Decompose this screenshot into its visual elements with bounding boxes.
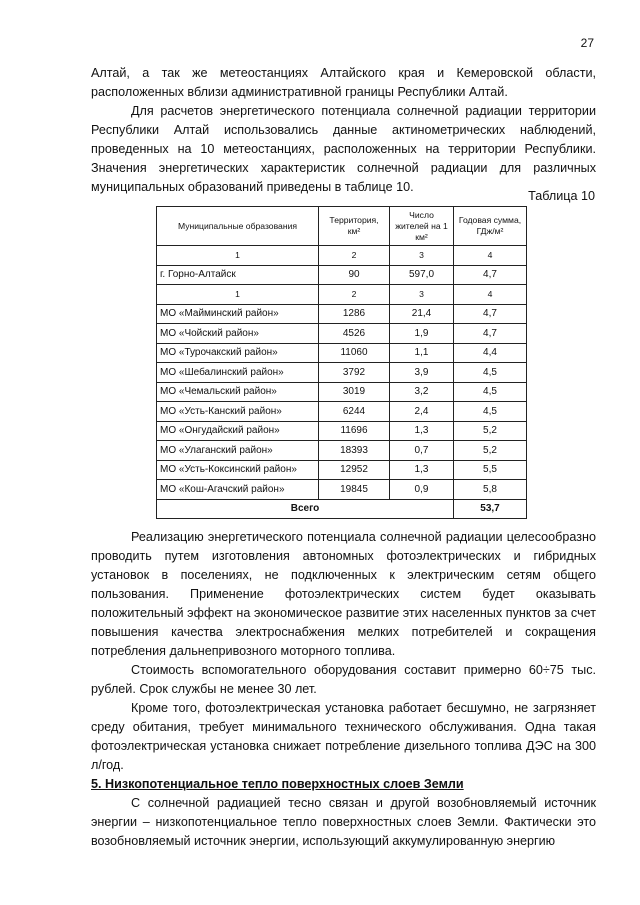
solar-radiation-table bbox=[156, 206, 527, 519]
column-header: Территория, км² bbox=[319, 207, 390, 246]
table-cell: МО «Шебалинский район» bbox=[157, 363, 319, 383]
table-cell: МО «Онгудайский район» bbox=[157, 421, 319, 441]
table-row bbox=[157, 343, 527, 363]
table-cell: 597,0 bbox=[390, 265, 454, 285]
table-index-row bbox=[157, 246, 527, 266]
table-cell: 2 bbox=[319, 246, 390, 266]
table-row bbox=[157, 324, 527, 344]
table-cell: 1 bbox=[157, 246, 319, 266]
table-cell: МО «Кош-Агачский район» bbox=[157, 480, 319, 500]
table-cell: 21,4 bbox=[390, 304, 454, 324]
table-cell: 11060 bbox=[319, 343, 390, 363]
total-value: 53,7 bbox=[454, 499, 527, 519]
page-number: 27 bbox=[580, 36, 594, 50]
table-cell: 12952 bbox=[319, 460, 390, 480]
total-label: Всего bbox=[157, 499, 454, 519]
paragraph: Для расчетов энергетического потенциала солнечной радиации территории Республики Алтай использовались данные актинометрических наблюдений, проведенных на 10 метеостанциях, расположенных на территории Республики. Значения энергетических характеристик солнечной радиации для различных муниципальных образований приведены в таблице 10. bbox=[91, 104, 596, 194]
table-cell: г. Горно-Алтайск bbox=[157, 265, 319, 285]
table-row bbox=[157, 382, 527, 402]
table-cell: 3 bbox=[390, 246, 454, 266]
table-cell: 1286 bbox=[319, 304, 390, 324]
table-cell: 6244 bbox=[319, 402, 390, 422]
table-cell: 4 bbox=[454, 246, 527, 266]
table-cell: МО «Усть-Канский район» bbox=[157, 402, 319, 422]
table-cell: 1 bbox=[157, 285, 319, 305]
table-cell: МО «Чойский район» bbox=[157, 324, 319, 344]
table-cell: МО «Усть-Коксинский район» bbox=[157, 460, 319, 480]
table-cell: 4,5 bbox=[454, 363, 527, 383]
section-heading: 5. Низкопотенциальное тепло поверхностных слоев Земли bbox=[91, 777, 464, 791]
column-header: Число жителей на 1 км² bbox=[390, 207, 454, 246]
table-total-row bbox=[157, 499, 527, 519]
paragraph: Кроме того, фотоэлектрическая установка работает бесшумно, не загрязняет среду обитания, требует минимального технического обслуживания. Одна такая фотоэлектрическая установка снижает потребление дизельного топлива ДЭС на 300 л/год. bbox=[91, 701, 596, 772]
table-cell: 4,5 bbox=[454, 402, 527, 422]
table-cell: 4,7 bbox=[454, 304, 527, 324]
table-row bbox=[157, 363, 527, 383]
table-cell: 5,2 bbox=[454, 441, 527, 461]
table-row bbox=[157, 402, 527, 422]
table-row bbox=[157, 265, 527, 285]
paragraph: Реализацию энергетического потенциала солнечной радиации целесообразно проводить путем изготовления автономных фотоэлектрических и гибридных установок в поселениях, не подключенных к электрическим сетям общего пользования. Применение фотоэлектрических систем будет оказывать положительный эффект на экономическое развитие этих населенных пунктов за счет повышения качества электроснабжения мелких потребителей и сокращения потребления дальнепривозного моторного топлива. bbox=[91, 530, 596, 658]
table-cell: 3,2 bbox=[390, 382, 454, 402]
table-cell: 3 bbox=[390, 285, 454, 305]
paragraph: С солнечной радиацией тесно связан и другой возобновляемый источник энергии – низкопотенциальное тепло поверхностных слоев Земли. Фактически это возобновляемый источник энергии, использующий аккумулированную энергию bbox=[91, 796, 596, 848]
table-cell: МО «Чемальский район» bbox=[157, 382, 319, 402]
table-row bbox=[157, 304, 527, 324]
table-cell: 2 bbox=[319, 285, 390, 305]
table-cell: 1,1 bbox=[390, 343, 454, 363]
table-cell: 4,7 bbox=[454, 324, 527, 344]
column-header: Муниципальные образования bbox=[157, 207, 319, 246]
table-row bbox=[157, 421, 527, 441]
paragraph: Стоимость вспомогательного оборудования составит примерно 60÷75 тыс. рублей. Срок службы не менее 30 лет. bbox=[91, 663, 596, 696]
table-index-row bbox=[157, 285, 527, 305]
table-cell: 5,5 bbox=[454, 460, 527, 480]
table-cell: 5,2 bbox=[454, 421, 527, 441]
table-cell: 19845 bbox=[319, 480, 390, 500]
table-cell: 11696 bbox=[319, 421, 390, 441]
table-row bbox=[157, 460, 527, 480]
table-cell: 90 bbox=[319, 265, 390, 285]
table-cell: 3019 bbox=[319, 382, 390, 402]
table-cell: 2,4 bbox=[390, 402, 454, 422]
column-header: Годовая сумма, ГДж/м² bbox=[454, 207, 527, 246]
table-cell: МО «Майминский район» bbox=[157, 304, 319, 324]
table-cell: 5,8 bbox=[454, 480, 527, 500]
table-header-row bbox=[157, 207, 527, 246]
table-cell: 0,9 bbox=[390, 480, 454, 500]
paragraph: Алтай, а так же метеостанциях Алтайского края и Кемеровской области, расположенных вблизи административной границы Республики Алтай. bbox=[91, 66, 596, 99]
intro-text bbox=[91, 64, 596, 197]
table-cell: 4,5 bbox=[454, 382, 527, 402]
table-cell: 18393 bbox=[319, 441, 390, 461]
table-row bbox=[157, 441, 527, 461]
table-cell: 3792 bbox=[319, 363, 390, 383]
table-cell: МО «Турочакский район» bbox=[157, 343, 319, 363]
table-cell: 4526 bbox=[319, 324, 390, 344]
body-text bbox=[91, 528, 596, 851]
table-row bbox=[157, 480, 527, 500]
table-caption: Таблица 10 bbox=[528, 189, 595, 203]
table-cell: МО «Улаганский район» bbox=[157, 441, 319, 461]
table-cell: 1,9 bbox=[390, 324, 454, 344]
table-cell: 3,9 bbox=[390, 363, 454, 383]
table-cell: 1,3 bbox=[390, 460, 454, 480]
table-cell: 0,7 bbox=[390, 441, 454, 461]
table-cell: 4,7 bbox=[454, 265, 527, 285]
table-cell: 4 bbox=[454, 285, 527, 305]
table-cell: 1,3 bbox=[390, 421, 454, 441]
table-cell: 4,4 bbox=[454, 343, 527, 363]
